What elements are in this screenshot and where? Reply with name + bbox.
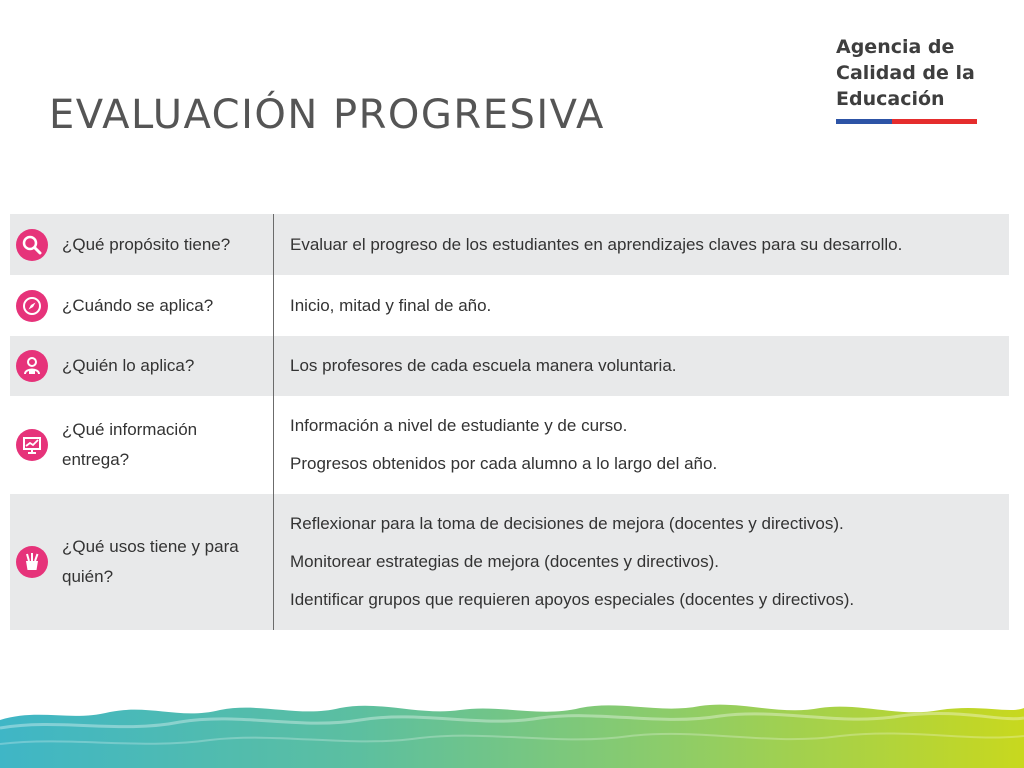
question-cell — [10, 494, 274, 630]
question-text: ¿Qué información entrega? — [62, 420, 198, 469]
table-row-uses — [10, 494, 1009, 630]
question-text: ¿Qué usos tiene y para quién? — [62, 537, 239, 586]
answer-cell — [274, 494, 1009, 630]
answer-text: Monitorear estrategias de mejora (docentes y directivos). — [290, 552, 719, 571]
table-row-who — [10, 336, 1009, 396]
logo-bar-blue — [836, 119, 892, 124]
question-cell — [10, 396, 274, 494]
answer-text: Información a nivel de estudiante y de curso. — [290, 416, 628, 435]
answer-cell — [274, 396, 1009, 494]
table-row-info — [10, 396, 1009, 494]
decorative-brush-stroke — [0, 700, 1024, 768]
answer-text: Identificar grupos que requieren apoyos especiales (docentes y directivos). — [290, 590, 855, 609]
agency-logo — [836, 34, 986, 124]
answer-cell — [274, 336, 1009, 396]
magnifier-icon — [16, 229, 48, 261]
page-title: EVALUACIÓN PROGRESIVA — [49, 92, 605, 138]
logo-line-3: Educación — [836, 88, 945, 110]
teacher-icon — [16, 350, 48, 382]
logo-line-2: Calidad de la — [836, 62, 975, 84]
question-text: ¿Cuándo se aplica? — [62, 295, 214, 315]
table-row-purpose — [10, 214, 1009, 275]
answer-text: Inicio, mitad y final de año. — [290, 295, 492, 315]
question-cell — [10, 214, 274, 275]
presentation-chart-icon — [16, 429, 48, 461]
answer-cell — [274, 214, 1009, 275]
table-row-when — [10, 275, 1009, 336]
question-text: ¿Qué propósito tiene? — [62, 234, 231, 254]
answer-text: Reflexionar para la toma de decisiones de mejora (docentes y directivos). — [290, 514, 844, 533]
question-cell — [10, 336, 274, 396]
question-cell — [10, 275, 274, 336]
answer-cell — [274, 275, 1009, 336]
logo-bar-red — [892, 119, 977, 124]
info-table — [10, 214, 1009, 630]
logo-flag-bar — [836, 119, 977, 124]
answer-text: Evaluar el progreso de los estudiantes en aprendizajes claves para su desarrollo. — [290, 234, 903, 254]
pencil-cup-icon — [16, 546, 48, 578]
answer-text: Los profesores de cada escuela manera voluntaria. — [290, 356, 677, 375]
question-text: ¿Quién lo aplica? — [62, 356, 195, 375]
compass-icon — [16, 290, 48, 322]
answer-text: Progresos obtenidos por cada alumno a lo largo del año. — [290, 454, 718, 473]
logo-line-1: Agencia de — [836, 36, 955, 58]
